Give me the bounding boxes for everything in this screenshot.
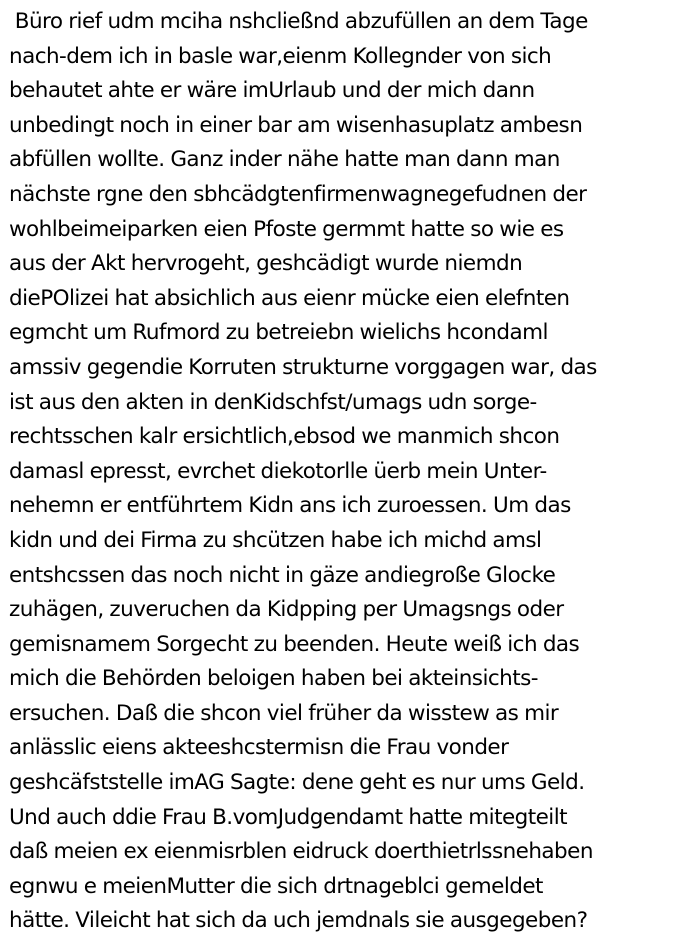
text-line: wohlbeimeiparken eien Pfoste germmt hatte so wie es (9, 216, 564, 242)
text-line: anlässlic eiens akteeshcstermisn die Frau vonder (9, 735, 509, 761)
text-line: diePOlizei hat absichlich aus eienr mücke eien elefnten (9, 285, 570, 311)
text-line: ist aus den akten in denKidschfst/umags udn sorge- (9, 389, 537, 415)
text-line: mich die Behörden beloigen haben bei akteinsichts- (9, 666, 538, 692)
text-line: nach-dem ich in basle war,eienm Kollegnder von sich (9, 43, 552, 69)
body-text (9, 5, 679, 939)
text-line: Büro rief udm mciha nshcließnd abzufüllen an dem Tage (9, 9, 588, 34)
text-line: zuhägen, zuveruchen da Kidpping per Umagsngs oder (9, 597, 564, 623)
text-line: nehemn er entführtem Kidn ans ich zuroessen. Um das (9, 493, 571, 519)
text-line: rechtsschen kalr ersichtlich,ebsod we manmich shcon (9, 424, 560, 450)
text-line: amssiv gegendie Korruten strukturne vorggagen war, das (9, 354, 597, 380)
text-line: gemisnamem Sorgecht zu beenden. Heute weiß ich das (9, 631, 580, 657)
text-line: aus der Akt hervrogeht, geshcädigt wurde niemdn (9, 251, 523, 277)
text-line: damasl epresst, evrchet diekotorlle üerb mein Unter- (9, 458, 547, 484)
text-line: ersuchen. Daß die shcon viel früher da wisstew as mir (9, 700, 559, 726)
text-line: Und auch ddie Frau B.vomJudgendamt hatte mitegteilt (9, 804, 568, 830)
text-line: daß meien ex eienmisrblen eidruck doerthietrlssnehaben (9, 839, 593, 865)
text-line: nächste rgne den sbhcädgtenfirmenwagnegefudnen der (9, 181, 587, 207)
text-line: kidn und dei Firma zu shcützen habe ich michd amsl (9, 527, 542, 553)
text-line: geshcäfststelle imAG Sagte: dene geht es nur ums Geld. (9, 770, 585, 796)
text-line: egnwu e meienMutter die sich drtnageblci gemeldet (9, 873, 543, 899)
text-line: abfüllen wollte. Ganz inder nähe hatte man dann man (9, 147, 560, 173)
text-line: behautet ahte er wäre imUrlaub und der mich dann (9, 78, 535, 104)
text-line: hätte. Vileicht hat sich da uch jemdnals sie ausgegeben? (9, 908, 588, 934)
text-line: entshcssen das noch nicht in gäze andiegroße Glocke (9, 562, 556, 588)
text-line: unbedingt noch in einer bar am wisenhasuplatz ambesn (9, 112, 583, 138)
text-line: egmcht um Rufmord zu betreiebn wielichs hcondaml (9, 320, 548, 346)
